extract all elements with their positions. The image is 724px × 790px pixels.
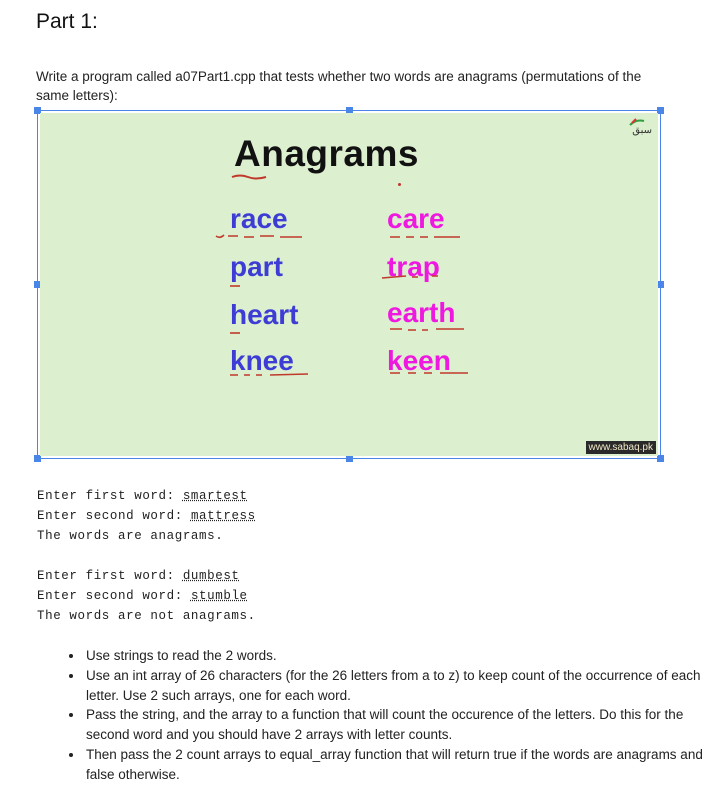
word-right-4: keen [387,345,451,376]
console-line [37,586,256,606]
intro-paragraph: Write a program called a07Part1.cpp that tests whether two words are anagrams (permutations of the same letters): [36,69,642,103]
word-left-1: race [230,203,288,234]
word-right-3: earth [387,297,456,328]
figure-title: Anagrams [234,133,419,174]
part-heading: Part 1: [36,10,98,33]
site-watermark: www.sabaq.pk [586,441,656,454]
console-line [37,506,256,526]
resize-handle-mr[interactable] [657,281,664,288]
console-input: smartest [182,489,248,503]
word-right-1: care [387,203,445,234]
console-example-1 [37,486,256,546]
list-item: • Then pass the 2 count arrays to equal_array function that will return true if the words are anagrams and false otherwise. [84,745,724,785]
console-line [37,486,256,506]
console-prompt: Enter second word: [37,589,191,603]
instructions-list [42,646,724,785]
console-prompt: Enter first word: [37,489,183,503]
word-right-2: trap [387,251,440,282]
list-item: • Pass the string, and the array to a function that will count the occurence of the letters. Do this for the second word and you should have 2 arrays with letter counts. [84,705,724,745]
anagrams-image[interactable] [37,110,661,459]
title-underline [230,173,270,181]
resize-handle-bm[interactable] [346,455,353,462]
resize-handle-br[interactable] [657,455,664,462]
word-underlines [214,231,514,381]
console-input: stumble [190,589,248,603]
console-prompt: Enter second word: [37,509,191,523]
logo-text: سبق [632,125,652,136]
resize-handle-tr[interactable] [657,107,664,114]
list-item: • Use an int array of 26 characters (for the 26 letters from a to z) to keep count of the occurrence of each letter. Use 2 such arrays, one for each word. [84,666,724,706]
anagrams-figure [40,113,658,456]
console-input: mattress [190,509,256,523]
console-example-2 [37,566,256,626]
word-left-4: knee [230,345,294,376]
resize-handle-bl[interactable] [34,455,41,462]
list-item: • Use strings to read the 2 words. [84,646,724,666]
console-result: The words are not anagrams. [37,609,256,623]
console-line [37,566,256,586]
word-left-3: heart [230,299,299,330]
console-result: The words are anagrams. [37,529,224,543]
console-prompt: Enter first word: [37,569,183,583]
console-input: dumbest [182,569,240,583]
word-left-2: part [230,251,283,282]
red-dot [398,183,401,186]
